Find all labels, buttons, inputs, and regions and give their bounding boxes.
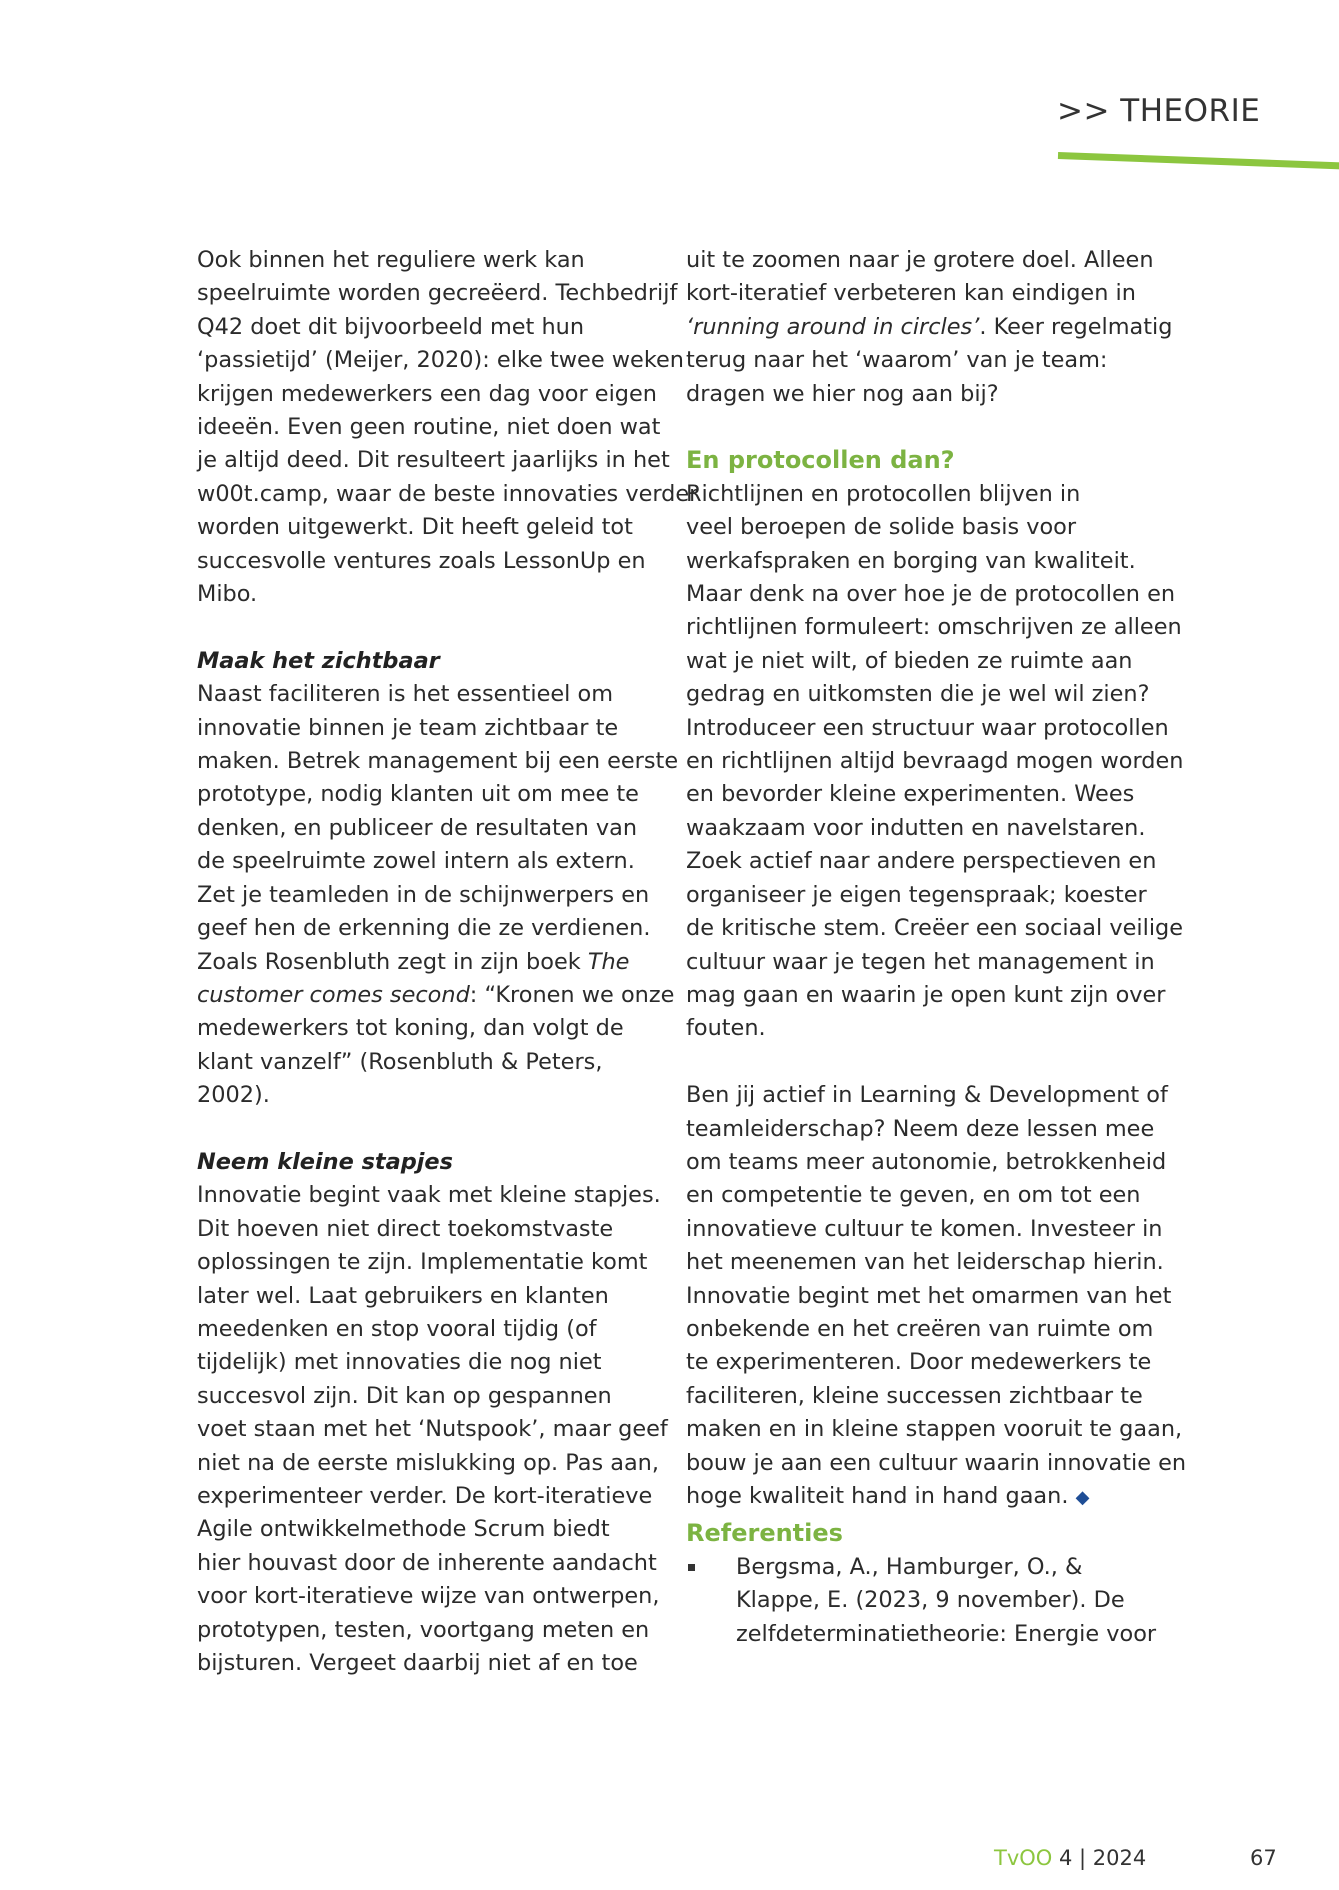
text-line: geef hen de erkenning die ze verdienen. — [197, 915, 651, 942]
heading-protocols: En protocollen dan? — [686, 446, 955, 475]
paragraph-gap — [686, 411, 1166, 444]
text-line: oplossingen te zijn. Implementatie komt — [197, 1249, 648, 1276]
text-line: voor kort-iteratieve wijze van ontwerpen, — [197, 1583, 660, 1610]
small-steps-paragraph — [197, 1179, 677, 1680]
text-line: meedenken en stop vooral tijdig (of — [197, 1315, 597, 1342]
text-fragment: hoge kwaliteit hand in hand gaan. — [686, 1483, 1076, 1509]
header-accent-line — [1058, 152, 1339, 170]
text-line: Ben jij actief in Learning & Development of — [686, 1082, 1168, 1109]
text-line: het meenemen van het leiderschap hierin. — [686, 1249, 1164, 1276]
subheading-visible: Maak het zichtbaar — [197, 647, 440, 674]
text-line: innovatie binnen je team zichtbaar te — [197, 714, 619, 741]
continuation-paragraph — [686, 244, 1173, 411]
text-line: niet na de eerste mislukking op. Pas aan, — [197, 1449, 659, 1476]
text-line: medewerkers tot koning, dan volgt de — [197, 1015, 624, 1042]
text-line: succesvolle ventures zoals LessonUp en — [197, 547, 646, 574]
text-line: Dit hoeven niet direct toekomstvaste — [197, 1215, 614, 1242]
text-line: cultuur waar je tegen het management in — [686, 948, 1155, 975]
footer-journal-info — [994, 1846, 1146, 1870]
text-line — [686, 1480, 1166, 1514]
text-line: de speelruimte zowel intern als extern. — [197, 848, 635, 875]
text-line: klant vanzelf” (Rosenbluth & Peters, — [197, 1048, 603, 1075]
text-line: teamleiderschap? Neem deze lessen mee — [686, 1115, 1155, 1142]
text-line: uit te zoomen naar je grotere doel. Alleen — [686, 247, 1154, 273]
visible-paragraph — [197, 678, 677, 1112]
italic-phrase: ‘running around in circles’ — [686, 313, 980, 340]
heading-references: Referenties — [686, 1519, 843, 1548]
text-line — [686, 311, 1173, 344]
text-line: prototype, nodig klanten uit om mee te — [197, 781, 639, 808]
issue-info: 4 | 2024 — [1052, 1846, 1147, 1870]
text-line: succesvol zijn. Dit kan op gespannen — [197, 1382, 612, 1409]
conclusion-paragraph — [686, 1079, 1187, 1514]
text-line: fouten. — [686, 1015, 766, 1042]
text-line: organiseer je eigen tegenspraak; koester — [686, 881, 1147, 908]
paragraph-gap — [686, 1046, 1166, 1079]
text-line: bouw je aan een cultuur waarin innovatie en — [686, 1449, 1187, 1476]
text-line: veel beroepen de solide basis voor — [686, 514, 1077, 541]
diamond-end-icon: ◆ — [1075, 1487, 1090, 1508]
text-line: ideeën. Even geen routine, niet doen wat — [197, 414, 661, 441]
text-line: Q42 doet dit bijvoorbeeld met hun — [197, 313, 585, 340]
book-title: customer comes second — [197, 981, 470, 1008]
text-fragment: Zoals Rosenbluth zegt in zijn boek — [197, 948, 588, 975]
text-line: Zet je teamleden in de schijnwerpers en — [197, 881, 650, 908]
paragraph-gap — [197, 611, 677, 644]
text-line: Agile ontwikkelmethode Scrum biedt — [197, 1516, 610, 1543]
text-line: worden uitgewerkt. Dit heeft geleid tot — [197, 514, 633, 541]
page-number: 67 — [1250, 1846, 1277, 1870]
text-line: je altijd deed. Dit resulteert jaarlijks in het — [197, 447, 670, 474]
text-line: dragen we hier nog aan bij? — [686, 380, 999, 407]
text-line: Innovatie begint vaak met kleine stapjes. — [197, 1182, 661, 1209]
text-line: ‘passietijd’ (Meijer, 2020): elke twee weken — [197, 347, 684, 374]
text-line: kort-iteratief verbeteren kan eindigen in — [686, 280, 1136, 307]
text-line: richtlijnen formuleert: omschrijven ze alleen — [686, 614, 1182, 641]
text-line: Richtlijnen en protocollen blijven in — [686, 480, 1081, 507]
text-line: Zoek actief naar andere perspectieven en — [686, 848, 1157, 875]
section-label: >> THEORIE — [1057, 93, 1261, 129]
right-column — [686, 244, 1187, 1651]
text-line: terug naar het ‘waarom’ van je team: — [686, 347, 1108, 374]
text-line: en competentie te geven, en om tot een — [686, 1182, 1141, 1209]
text-line: de kritische stem. Creëer een sociaal veilige — [686, 915, 1184, 942]
text-line: zelfdeterminatietheorie: Energie voor — [736, 1620, 1157, 1647]
text-line: speelruimte worden gecreëerd. Techbedrijf — [197, 280, 678, 307]
text-line: waakzaam voor indutten en navelstaren. — [686, 814, 1146, 841]
text-line: voet staan met het ‘Nutspook’, maar geef — [197, 1416, 668, 1443]
text-line: wat je niet wilt, of bieden ze ruimte aan — [686, 647, 1133, 674]
text-line: experimenteer verder. De kort-iteratieve — [197, 1483, 653, 1509]
text-line: faciliteren, kleine successen zichtbaar te — [686, 1382, 1143, 1409]
protocols-paragraph — [686, 478, 1184, 1046]
text-line: mag gaan en waarin je open kunt zijn over — [686, 981, 1166, 1008]
text-line: maken. Betrek management bij een eerste — [197, 748, 679, 775]
reference-item — [686, 1551, 1166, 1651]
text-fragment: : “Kronen we onze — [469, 981, 675, 1008]
text-line: denken, en publiceer de resultaten van — [197, 814, 638, 841]
text-line: w00t.camp, waar de beste innovaties verder — [197, 480, 699, 507]
text-line: Introduceer een structuur waar protocollen — [686, 714, 1169, 741]
paragraph-gap — [197, 1113, 677, 1146]
text-line: gedrag en uitkomsten die je wel wil zien? — [686, 681, 1150, 708]
text-line — [197, 979, 677, 1012]
text-line: Bergsma, A., Hamburger, O., & — [736, 1553, 1083, 1580]
intro-paragraph — [197, 244, 699, 611]
journal-name: TvOO — [994, 1846, 1053, 1870]
text-line: innovatieve cultuur te komen. Investeer in — [686, 1215, 1163, 1242]
text-line: later wel. Laat gebruikers en klanten — [197, 1282, 609, 1309]
book-title: The — [587, 948, 630, 975]
text-line: om teams meer autonomie, betrokkenheid — [686, 1148, 1167, 1175]
text-line: Mibo. — [197, 581, 258, 608]
text-line: 2002). — [197, 1082, 270, 1109]
text-line: onbekende en het creëren van ruimte om — [686, 1315, 1154, 1342]
text-line: hier houvast door de inherente aandacht — [197, 1549, 657, 1576]
text-line: en richtlijnen altijd bevraagd mogen worden — [686, 748, 1184, 775]
text-line: en bevorder kleine experimenten. Wees — [686, 781, 1135, 808]
subheading-small-steps: Neem kleine stapjes — [197, 1148, 453, 1175]
text-fragment: . Keer regelmatig — [979, 313, 1173, 340]
text-line: Innovatie begint met het omarmen van het — [686, 1282, 1172, 1309]
left-column — [197, 244, 699, 1680]
text-line: tijdelijk) met innovaties die nog niet — [197, 1349, 602, 1376]
text-line: bijsturen. Vergeet daarbij niet af en toe — [197, 1650, 638, 1677]
text-line — [197, 946, 677, 979]
bullet-icon — [688, 1564, 695, 1571]
text-line: werkafspraken en borging van kwaliteit. — [686, 547, 1136, 574]
text-line: te experimenteren. Door medewerkers te — [686, 1349, 1152, 1376]
text-line: krijgen medewerkers een dag voor eigen — [197, 380, 657, 407]
text-line: Maar denk na over hoe je de protocollen en — [686, 581, 1176, 608]
text-line: maken en in kleine stappen vooruit te gaan, — [686, 1416, 1183, 1443]
text-line: prototypen, testen, voortgang meten en — [197, 1616, 650, 1643]
text-line: Klappe, E. (2023, 9 november). De — [736, 1587, 1125, 1614]
text-line: Naast faciliteren is het essentieel om — [197, 681, 614, 708]
references-list — [686, 1551, 1166, 1651]
text-line: Ook binnen het reguliere werk kan — [197, 247, 585, 273]
